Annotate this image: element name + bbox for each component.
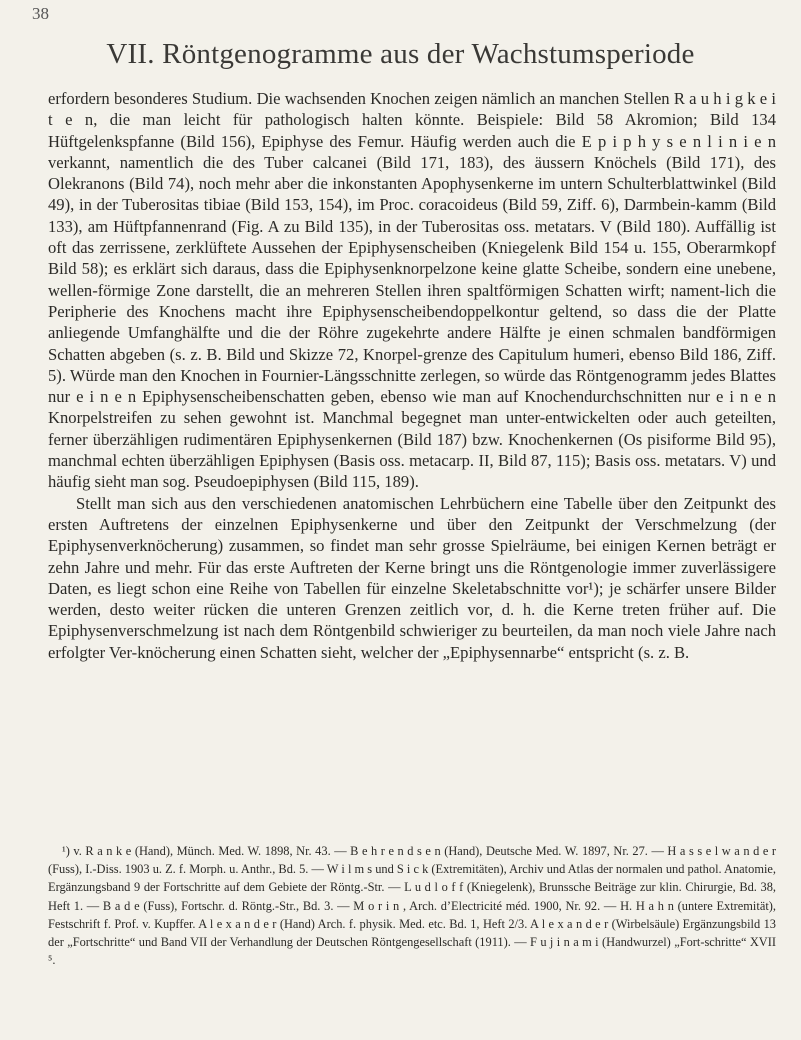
page-number: 38: [32, 4, 49, 23]
body-text: [48, 88, 776, 663]
paragraph-2: Stellt man sich aus den verschiedenen anatomischen Lehrbüchern eine Tabelle über den Zeitpunkt des ersten Auftretens der einzelnen Epiphysenkerne und über den Zeitpunkt der Verschmelzung (der Epiphysenverknöcherung) zusammen, so findet man sehr grosse Spielräume, bei einigen Kernen beträgt er zehn Jahre und mehr. Für das erste Auftreten der Kerne bringt uns die Röntgenologie immer zuverlässigere Daten, es liegt schon eine Reihe von Tabellen für einzelne Skeletabschnitte vor¹); je schärfer unsere Bilder werden, desto weiter rücken die unteren Grenzen zeitlich vor, d. h. die Kerne treten früher auf. Die Epiphysenverschmelzung ist nach dem Röntgenbild schwieriger zu beurteilen, da man noch viele Jahre nach erfolgter Ver-knöcherung einen Schatten sieht, welcher der „Epiphysennarbe“ entspricht (s. z. B.: [48, 493, 776, 662]
page-title: VII. Röntgenogramme aus der Wachstumsperiode: [106, 38, 695, 70]
footnotes: [48, 842, 776, 969]
paragraph-1: erfordern besonderes Studium. Die wachsenden Knochen zeigen nämlich an manchen Stellen R a u h i g k e i t e n, die man leicht für pathologisch halten könnte. Beispiele: Bild 58 Akromion; Bild 134 Hüftgelenkspfanne (Bild 156), Epiphyse des Femur. Häufig werden auch die E p i p h y s e n l i n i e n verkannt, namentlich die des Tuber calcanei (Bild 171, 183), des äussern Knöchels (Bild 171), des Olekranons (Bild 74), noch mehr aber die inkonstanten Apophysenkerne im untern Schulterblattwinkel (Bild 49), in der Tuberositas tibiae (Bild 153, 154), im Proc. coracoideus (Bild 59, Ziff. 6), Darmbein-kamm (Bild 133), am Hüftpfannenrand (Fig. A zu Bild 135), in der Tuberositas oss. metatars. V (Bild 180). Auffällig ist oft das zerrissene, zerklüftete Aussehen der Epiphysenscheiben (Kniegelenk Bild 154 u. 155, Oberarmkopf Bild 58); es erklärt sich daraus, dass die Epiphysenknorpelzone keine glatte Scheibe, sondern eine unebene, wellen-förmige Zone darstellt, die an mehreren Stellen ihren spaltförmigen Schatten wirft; nament-lich die Peripherie des Knochens macht ihre Epiphysenscheibendoppelkontur geltend, so dass die der Platte anliegende Umfanghälfte und die der Röhre zugekehrte andere Hälfte je einen schmalen bandförmigen Schatten abgeben (s. z. B. Bild und Skizze 72, Knorpel-grenze des Capitulum humeri, ebenso Bild 186, Ziff. 5). Würde man den Knochen in Fournier-Längsschnitte zerlegen, so würde das Röntgenogramm jedes Blattes nur e i n e n Epiphysenscheibenschatten geben, ebenso wie man auf Knochendurchschnitten nur e i n e n Knorpelstreifen zu sehen gewohnt ist. Manchmal begegnet man unter-entwickelten oder auch geteilten, ferner überzähligen rudimentären Epiphysenkernen (Bild 187) bzw. Knochenkernen (Os pisiforme Bild 95), manchmal echten überzähligen Epiphysen (Basis oss. metacarp. II, Bild 87, 115); Basis oss. metatars. V) und häufig sieht man sog. Pseudoepiphysen (Bild 115, 189).: [48, 89, 776, 492]
footnote-1: ¹) v. R a n k e (Hand), Münch. Med. W. 1898, Nr. 43. — B e h r e n d s e n (Hand), Deutsche Med. W. 1897, Nr. 27. — H a s s e l w a n d e r (Fuss), I.-Diss. 1903 u. Z. f. Morph. u. Anthr., Bd. 5. — W i l m s und S i c k (Extremitäten), Archiv und Atlas der normalen und pathol. Anatomie, Ergänzungsband 9 der Fortschritte auf dem Gebiete der Röntg.-Str. — L u d l o f f (Kniegelenk), Brunssche Beiträge zur klin. Chirurgie, Bd. 38, Heft 1. — B a d e (Fuss), Fortschr. d. Röntg.-Str., Bd. 3. — M o r i n , Arch. d’Electricité méd. 1900, Nr. 92. — H. H a h n (untere Extremität), Festschrift f. Prof. v. Kupffer. A l e x a n d e r (Hand) Arch. f. physik. Med. etc. Bd. 1, Heft 2/3. A l e x a n d e r (Wirbelsäule) Ergänzungsbild 13 der „Fortschritte“ und Band VII der Verhandlung der Deutschen Röntgengesellschaft (1911). — F u j i n a m i (Handwurzel) „Fort-schritte“ XVII ⁵.: [48, 844, 776, 968]
